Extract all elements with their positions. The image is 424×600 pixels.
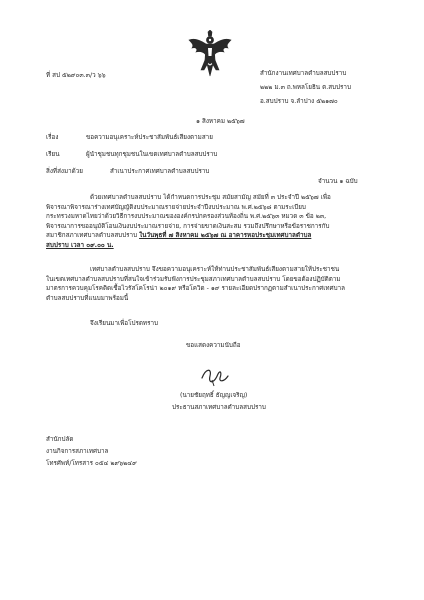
signature-icon [198, 364, 234, 388]
footer-section: งานกิจการสภาเทศบาล [46, 448, 109, 455]
body-paragraph-1 [46, 193, 378, 251]
paragraph-line: ตำบลสบปราบที่แนบมาพร้อมนี้ [46, 294, 129, 302]
recipient-value: ผู้นำชุมชนทุกชุมชนในเขตเทศบาลตำบลสบปราบ [86, 151, 218, 158]
subject-value: ขอความอนุเคราะห์ประชาสัมพันธ์เสียงตามสาย [86, 134, 213, 141]
paragraph-line: ด้วยเทศบาลตำบลสบปราบ ได้กำหนดการประชุม สมัยสามัญ สมัยที่ ๓ ประจำปี ๒๕๖๗ เพื่อ [90, 194, 331, 201]
paragraph-line: กระทรวงมหาดไทยว่าด้วยวิธีการงบประมาณขององค์กรปกครองส่วนท้องถิ่น พ.ศ.๒๕๖๓ หมวด ๓ ข้อ ๒๓, [46, 213, 327, 221]
meeting-date-highlight: ในวันพุธที่ ๗ สิงหาคม ๒๕๖๗ ณ อาคารหอประชุมเทศบาลตำบล [139, 232, 312, 240]
paragraph-line-highlight [46, 241, 378, 251]
closing-paragraph: จึงเรียนมาเพื่อโปรดทราบ [90, 320, 158, 327]
paragraph-line: พิจารณาพิจารณาร่างเทศบัญญัติงบประมาณรายจ่ายประจำปีงบประมาณ พ.ศ.๒๕๖๘ ตามระเบียบ [46, 203, 306, 211]
attachment-label: สิ่งที่ส่งมาด้วย [46, 168, 83, 175]
garuda-emblem-icon [188, 30, 232, 78]
office-address: ๒๒๒ ม.๓ ถ.พหลโยธิน ต.สบปราบ [260, 84, 351, 91]
signer-position: ประธานสภาเทศบาลตำบลสบปราบ [172, 404, 266, 411]
office-district: อ.สบปราบ จ.ลำปาง ๕๒๑๗๐ [260, 98, 338, 105]
document-number: ที่ สป ๕๒๙๐๓.๓/ว ๖๖ [46, 72, 106, 79]
footer-office: สำนักปลัด [46, 436, 74, 443]
paragraph-line: พิจารณาการขออนุมัติโอนเงินงบประมาณรายจ่าย, การจ่ายขาดเงินสะสม รวมถึงปรึกษาหรือข้อราชการกับ [46, 222, 330, 230]
body-paragraph-2 [46, 265, 378, 303]
attachment-value: สำเนาประกาศเทศบาลตำบลสบปราบ [110, 168, 210, 175]
closing-salutation: ขอแสดงความนับถือ [186, 342, 241, 349]
meeting-time-highlight: สบปราบ เวลา ๐๙.๐๐ น. [46, 241, 114, 249]
office-name: สำนักงานเทศบาลตำบลสบปราบ [260, 70, 347, 77]
paragraph-line: เทศบาลตำบลสบปราบ จึงขอความอนุเคราะห์ให้ท่านประชาสัมพันธ์เสียงตามสายให้ประชาชน [90, 266, 340, 273]
signer-name: (นายชัยฤทธิ์ ธัญญเจริญ) [180, 392, 248, 399]
document-date: ๑ สิงหาคม ๒๕๖๗ [196, 118, 245, 125]
paragraph-text: สมาชิกสภาเทศบาลตำบลสบปราบ [46, 232, 140, 240]
footer-phone: โทรศัพท์/โทรสาร ๐๕๔ ๒๙๖๒๔๙ [46, 460, 137, 467]
recipient-label: เรียน [46, 151, 60, 158]
attachment-count: จำนวน ๑ ฉบับ [318, 178, 358, 185]
paragraph-line: ในเขตเทศบาลตำบลสบปราบที่สนใจเข้าร่วมรับฟังการประชุมสภาเทศบาลตำบลสบปราบ โดยขอต้องปฏิบัติตาม [46, 275, 341, 283]
paragraph-line-highlight [46, 231, 378, 241]
paragraph-line: มาตรการควบคุมโรคติดเชื้อไวรัสโคโรน่า ๒๐๑๙ หรือโควิด - ๑๙ รายละเอียดปรากฏตามสำเนาประกาศเทศบาล [46, 285, 345, 293]
subject-label: เรื่อง [46, 134, 59, 141]
